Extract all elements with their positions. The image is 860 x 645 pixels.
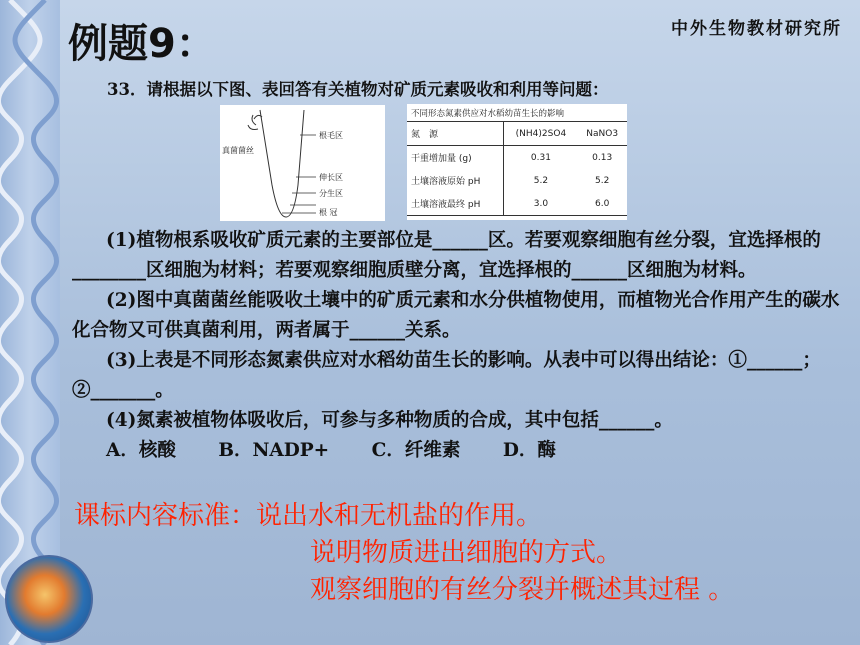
sub-question-4: (4)氮素被植物体吸收后，可参与多种物质的合成，其中包括______。 xyxy=(106,410,673,431)
table-row xyxy=(407,146,627,170)
root-cap-label: 根 冠 xyxy=(319,208,338,217)
standard-label: 课标内容标准： xyxy=(74,501,257,531)
option-c: C．纤维素 xyxy=(371,440,461,461)
option-d: D．酶 xyxy=(502,440,556,461)
answer-options xyxy=(72,436,842,466)
table-cell: 0.31 xyxy=(530,152,551,163)
page-title: 例题9： xyxy=(68,21,216,67)
institute-logo xyxy=(5,555,93,643)
organization-name: 中外生物教材研究所 xyxy=(671,19,842,39)
option-a: A．核酸 xyxy=(106,440,176,461)
table-cell: 土壤溶液原始 pH xyxy=(407,169,504,192)
option-b: B．NADP+ xyxy=(218,440,330,461)
table-row xyxy=(407,192,627,216)
table-row xyxy=(407,169,627,192)
table-header-cell: 氮 源 xyxy=(407,122,504,146)
sub-question-1: (1)植物根系吸收矿质元素的主要部位是______区。若要观察细胞有丝分裂，宜选择根的________区细胞为材料；若要观察细胞质壁分离，宜选择根的______区细胞为材料。 xyxy=(72,230,821,281)
table-cell: 土壤溶液最终 pH xyxy=(407,192,504,216)
standard-item: 说明物质进出细胞的方式。 xyxy=(310,538,623,568)
nitrogen-table xyxy=(407,104,627,220)
meristem-zone-label: 分生区 xyxy=(319,189,343,198)
table-caption: 不同形态氮素供应对水稻幼苗生长的影响 xyxy=(411,109,565,119)
table-header-cell: (NH4)2SO4 xyxy=(504,122,577,146)
standard-item: 观察细胞的有丝分裂并概述其过程 。 xyxy=(310,575,735,605)
table-cell: 3.0 xyxy=(504,192,577,216)
root-diagram xyxy=(220,105,385,221)
table-cell: 0.13 xyxy=(592,152,613,163)
standard-item: 说出水和无机盐的作用。 xyxy=(256,501,543,531)
sub-question-3: (3)上表是不同形态氮素供应对水稻幼苗生长的影响。从表中可以得出结论：①______；②_______。 xyxy=(72,350,821,401)
table-cell: 5.2 xyxy=(595,175,610,186)
table-header-row xyxy=(407,122,627,146)
dna-decoration xyxy=(0,0,60,645)
table-header-cell: NaNO3 xyxy=(577,122,627,146)
question-heading: 33．请根据以下图、表回答有关植物对矿质元素吸收和利用等问题： xyxy=(107,80,609,99)
table-cell: 6.0 xyxy=(577,192,627,216)
fungal-hyphae-label: 真菌菌丝 xyxy=(222,146,254,155)
table-cell: 干重增加量 (g) xyxy=(407,146,504,170)
root-hair-zone-label: 根毛区 xyxy=(319,131,343,140)
table-cell: 5.2 xyxy=(533,175,549,186)
sub-question-2: (2)图中真菌菌丝能吸收土壤中的矿质元素和水分供植物使用，而植物光合作用产生的碳水化合物又可供真菌利用，两者属于______关系。 xyxy=(72,290,840,341)
elongation-zone-label: 伸长区 xyxy=(319,173,343,182)
curriculum-standard xyxy=(74,498,734,609)
question-body xyxy=(72,226,842,466)
